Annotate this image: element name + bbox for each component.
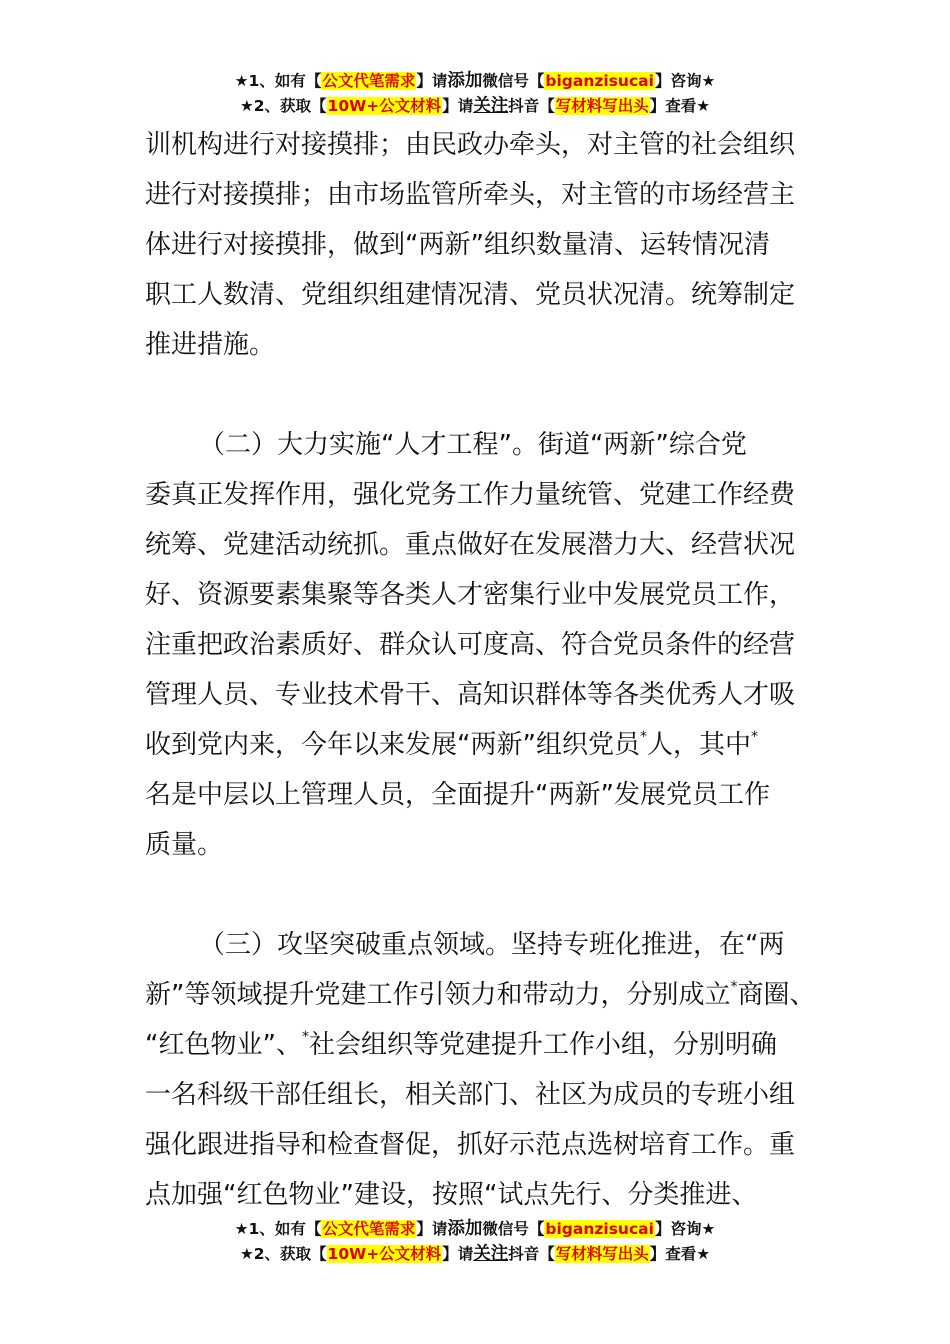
- placeholder-mark: *: [301, 1029, 309, 1045]
- paragraph-2: [145, 420, 825, 870]
- banner-text: 】查看★: [649, 1245, 711, 1263]
- text-line: 体进行对接摸排，做到“两新”组织数量清、运转情况清: [145, 230, 770, 260]
- banner-text: 】咨询★: [654, 1220, 716, 1238]
- text-line: 训机构进行对接摸排；由民政办牵头，对主管的社会组织: [145, 130, 796, 160]
- banner-text: ★1、如有【: [234, 72, 322, 90]
- text-span: 新”等领域提升党建工作引领力和带动力，分别成立: [145, 980, 731, 1010]
- banner-line-1: [0, 69, 950, 94]
- paragraph-1: [145, 120, 825, 370]
- text-line: [145, 1020, 825, 1070]
- banner-text: 】请: [442, 1245, 474, 1263]
- banner-highlight: 10W+公文材料: [327, 1245, 442, 1263]
- banner-text: 关注: [473, 96, 509, 116]
- banner-line-2: [0, 94, 950, 119]
- banner-highlight: biganzisucai: [545, 1220, 654, 1238]
- banner-text: 关注: [473, 1244, 509, 1264]
- text-line: 进行对接摸排；由市场监管所牵头，对主管的市场经营主: [145, 180, 796, 210]
- text-line: 点加强“红色物业”建设，按照“试点先行、分类推进、: [145, 1180, 758, 1210]
- text-span: 收到党内来，今年以来发展“两新”组织党员: [145, 730, 640, 760]
- banner-text: 】请: [416, 72, 448, 90]
- paragraph-gap: [145, 370, 825, 420]
- text-line: 质量。: [145, 830, 224, 860]
- banner-text: 抖音【: [508, 97, 555, 115]
- text-line: 好、资源要素集聚等各类人才密集行业中发展党员工作，: [145, 580, 796, 610]
- text-span: 社会组织等党建提升工作小组，分别明确: [308, 1030, 777, 1060]
- banner-text: 添加: [447, 71, 483, 91]
- banner-text: 微信号【: [482, 1220, 545, 1238]
- text-line: [145, 970, 825, 1020]
- text-line: 一名科级干部任组长，相关部门、社区为成员的专班小组: [145, 1080, 796, 1110]
- banner-highlight: 10W+公文材料: [327, 97, 442, 115]
- text-span: 商圈、: [737, 980, 816, 1010]
- banner-text: 】请: [442, 97, 474, 115]
- text-line: 名是中层以上管理人员，全面提升“两新”发展党员工作: [145, 780, 770, 810]
- document-body: [145, 120, 825, 1220]
- banner-text: 微信号【: [482, 72, 545, 90]
- footer-banner: [0, 1217, 950, 1267]
- placeholder-mark: *: [750, 729, 758, 745]
- banner-highlight: 公文代笔需求: [322, 72, 416, 90]
- text-span: “红色物业”、: [145, 1030, 302, 1060]
- banner-text: ★2、获取【: [239, 1245, 327, 1263]
- banner-line-1: [0, 1217, 950, 1242]
- text-line: （三）攻坚突破重点领域。坚持专班化推进，在“两: [199, 930, 785, 960]
- text-line: 委真正发挥作用，强化党务工作力量统管、党建工作经费: [145, 480, 796, 510]
- banner-text: 】查看★: [649, 97, 711, 115]
- text-line: [145, 720, 825, 770]
- banner-highlight: 写材料写出头: [555, 97, 649, 115]
- text-line: 注重把政治素质好、群众认可度高、符合党员条件的经营: [145, 630, 796, 660]
- text-span: 人，其中: [646, 730, 751, 760]
- text-line: （二）大力实施“人才工程”。街道“两新”综合党: [199, 430, 747, 460]
- text-line: 管理人员、专业技术骨干、高知识群体等各类优秀人才吸: [145, 680, 796, 710]
- banner-highlight: 公文代笔需求: [322, 1220, 416, 1238]
- banner-text: 添加: [447, 1219, 483, 1239]
- text-line: 统筹、党建活动统抓。重点做好在发展潜力大、经营状况: [145, 530, 796, 560]
- banner-highlight: 写材料写出头: [555, 1245, 649, 1263]
- header-banner: [0, 69, 950, 119]
- banner-text: ★2、获取【: [239, 97, 327, 115]
- text-line: 推进措施。: [145, 330, 276, 360]
- banner-text: 】请: [416, 1220, 448, 1238]
- banner-text: 抖音【: [508, 1245, 555, 1263]
- placeholder-mark: *: [639, 729, 647, 745]
- banner-text: 】咨询★: [654, 72, 716, 90]
- paragraph-gap: [145, 870, 825, 920]
- banner-highlight: biganzisucai: [545, 72, 654, 90]
- banner-text: ★1、如有【: [234, 1220, 322, 1238]
- banner-line-2: [0, 1242, 950, 1267]
- paragraph-3: [145, 920, 825, 1220]
- text-line: 职工人数清、党组织组建情况清、党员状况清。统筹制定: [145, 280, 796, 310]
- text-line: 强化跟进指导和检查督促，抓好示范点选树培育工作。重: [145, 1130, 796, 1160]
- placeholder-mark: *: [730, 979, 738, 995]
